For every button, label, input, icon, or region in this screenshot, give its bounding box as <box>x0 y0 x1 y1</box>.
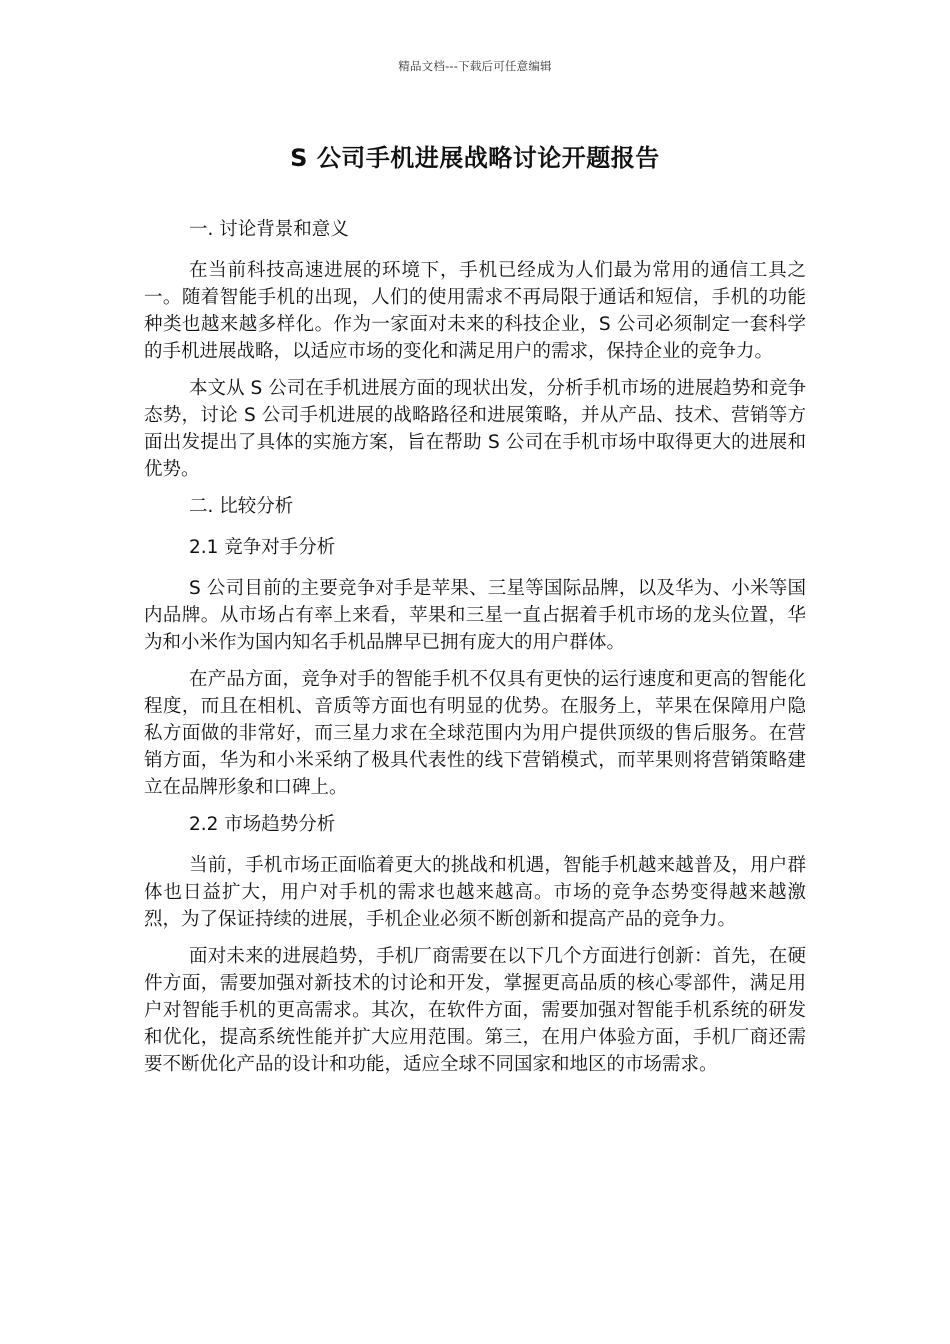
paragraph: 面对未来的进展趋势，手机厂商需要在以下几个方面进行创新：首先，在硬件方面，需要加强对新技术的讨论和开发，掌握更高品质的核心零部件，满足用户对智能手机的更高需求。其次，在软件方面，需要加强对智能手机系统的研发和优化，提高系统性能并扩大应用范围。第三，在用户体验方面，手机厂商还需要不断优化产品的设计和功能，适应全球不同国家和地区的市场需求。 <box>144 946 806 1075</box>
document-title: S 公司手机进展战略讨论开题报告 <box>290 144 660 172</box>
paragraph: 当前，手机市场正面临着更大的挑战和机遇，智能手机越来越普及，用户群体也日益扩大，用户对手机的需求也越来越高。市场的竞争态势变得越来越激烈，为了保证持续的进展，手机企业必须不断创新和提高产品的竞争力。 <box>144 855 806 930</box>
paragraph: S 公司目前的主要竞争对手是苹果、三星等国际品牌，以及华为、小米等国内品牌。从市场占有率上来看，苹果和三星一直占据着手机市场的龙头位置，华为和小米作为国内知名手机品牌早已拥有庞大的用户群体。 <box>144 578 806 653</box>
subsection-heading: 2.2 市场趋势分析 <box>189 814 336 835</box>
section-heading: 一. 讨论背景和意义 <box>189 219 349 240</box>
paragraph: 在当前科技高速进展的环境下，手机已经成为人们最为常用的通信工具之一。随着智能手机的出现，人们的使用需求不再局限于通话和短信，手机的功能种类也越来越多样化。作为一家面对未来的科技企业，S 公司必须制定一套科学的手机进展战略，以适应市场的变化和满足用户的需求，保持企业的竞争力。 <box>144 260 806 362</box>
subsection-heading: 2.1 竞争对手分析 <box>189 537 336 558</box>
document-body <box>144 216 806 1088</box>
header-watermark: 精品文档---下载后可任意编辑 <box>398 59 552 73</box>
paragraph: 在产品方面，竞争对手的智能手机不仅具有更快的运行速度和更高的智能化程度，而且在相机、音质等方面也有明显的优势。在服务上，苹果在保障用户隐私方面做的非常好，而三星力求在全球范围内为用户提供顶级的售后服务。在营销方面，华为和小米采纳了极具代表性的线下营销模式，而苹果则将营销策略建立在品牌形象和口碑上。 <box>144 669 806 798</box>
paragraph: 本文从 S 公司在手机进展方面的现状出发，分析手机市场的进展趋势和竞争态势，讨论 S 公司手机进展的战略路径和进展策略，并从产品、技术、营销等方面出发提出了具体的实施方案，旨在帮助 S 公司在手机市场中取得更大的进展和优势。 <box>144 378 806 480</box>
section-heading: 二. 比较分析 <box>189 496 294 517</box>
